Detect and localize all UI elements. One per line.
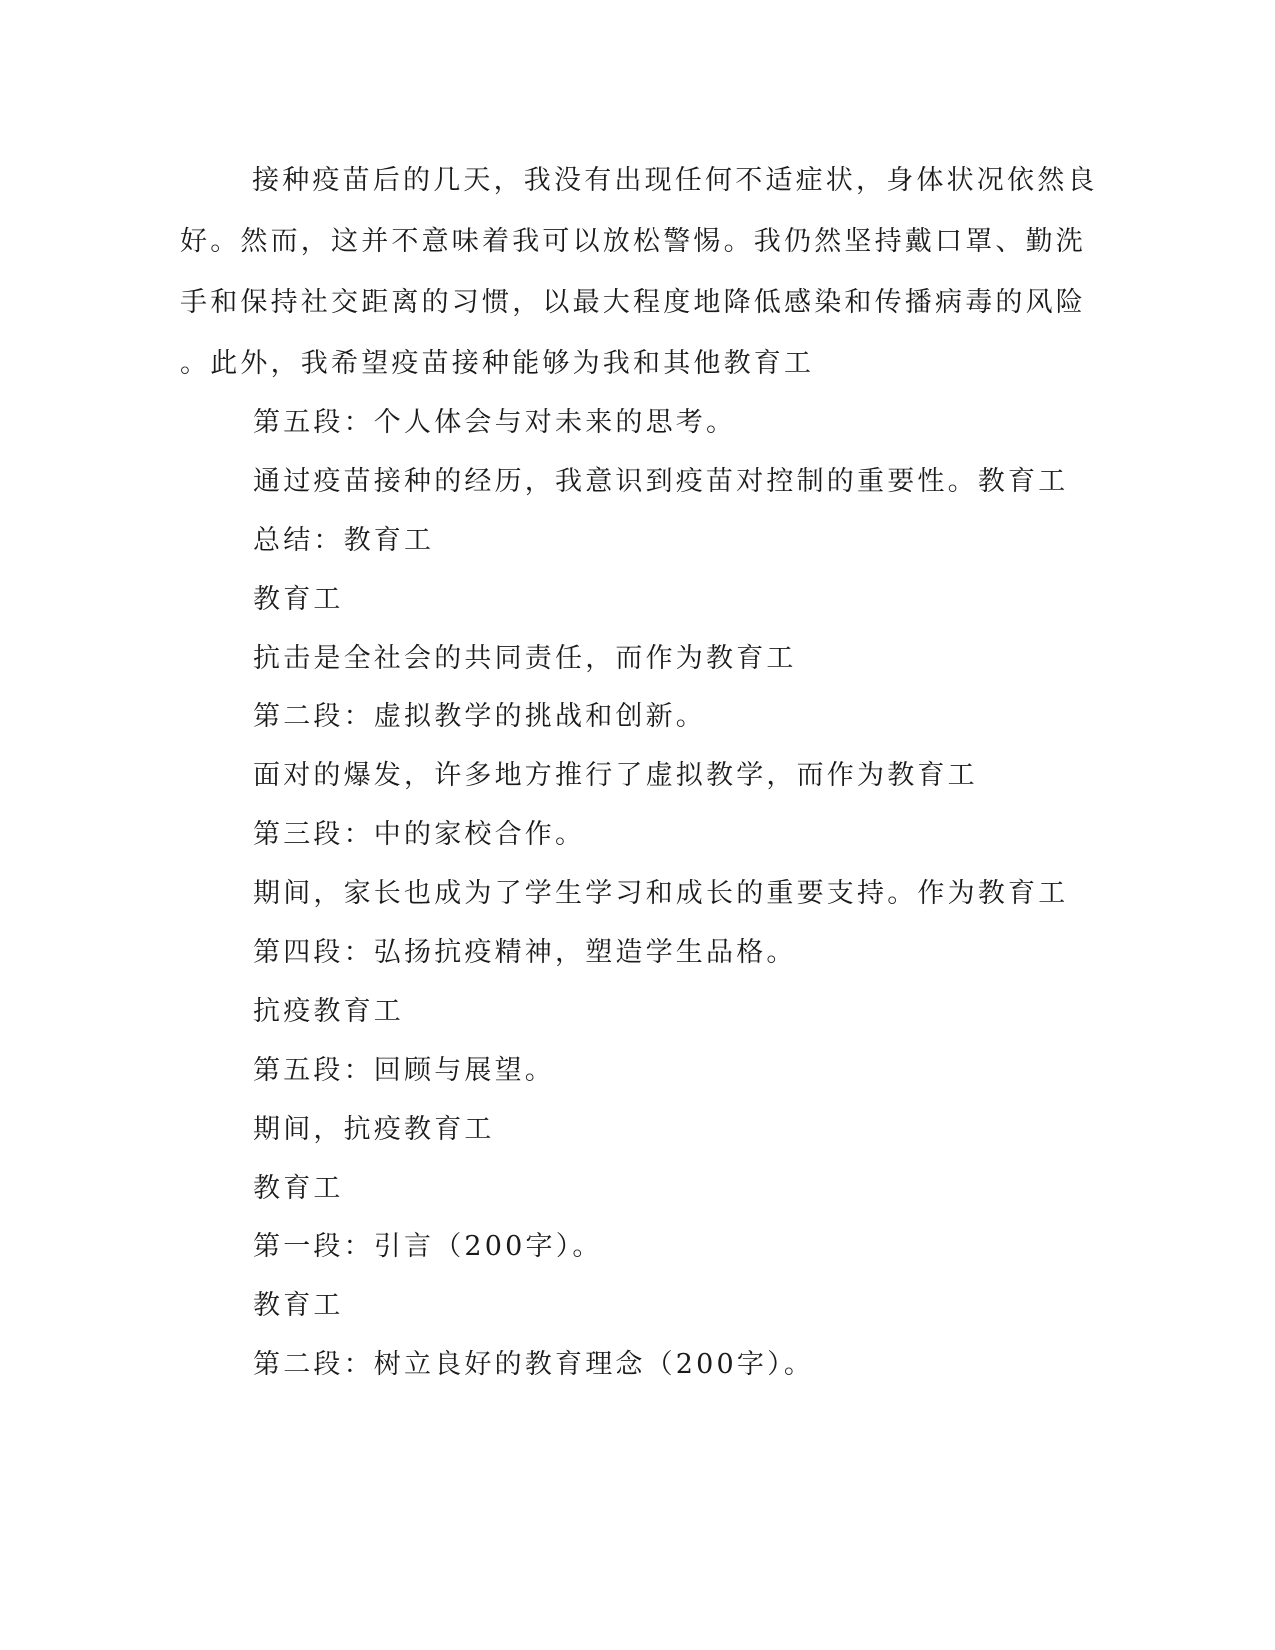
section-heading: 第五段：个人体会与对未来的思考。 bbox=[253, 407, 737, 438]
text-line: 教育工 bbox=[253, 1290, 344, 1322]
paragraph-line: 接种疫苗后的几天，我没有出现任何不适症状，身体状况依然良 bbox=[252, 165, 1098, 196]
document-lines bbox=[253, 400, 1073, 1401]
paragraph-line: 。此外，我希望疫苗接种能够为我和其他教育工 bbox=[180, 348, 815, 379]
text-line: 通过疫苗接种的经历，我意识到疫苗对控制的重要性。教育工 bbox=[253, 465, 1069, 497]
section-heading: 第三段：中的家校合作。 bbox=[253, 819, 586, 851]
text-line: 教育工 bbox=[253, 583, 344, 615]
text-line: 教育工 bbox=[253, 1172, 344, 1204]
text-line: 面对的爆发，许多地方推行了虚拟教学，而作为教育工 bbox=[253, 760, 978, 792]
section-heading: 第二段：虚拟教学的挑战和创新。 bbox=[253, 701, 706, 733]
paragraph-line: 好。然而，这并不意味着我可以放松警惕。我仍然坚持戴口罩、勤洗 bbox=[180, 226, 1086, 257]
text-line: 期间，抗疫教育工 bbox=[253, 1113, 495, 1145]
text-line: 总结：教育工 bbox=[253, 524, 435, 556]
text-line: 抗疫教育工 bbox=[253, 995, 404, 1027]
opening-paragraph bbox=[180, 158, 1098, 402]
text-line: 抗击是全社会的共同责任，而作为教育工 bbox=[253, 642, 797, 674]
section-heading: 第一段：引言（200字）。 bbox=[253, 1231, 603, 1263]
section-heading: 第二段：树立良好的教育理念（200字）。 bbox=[253, 1349, 815, 1381]
section-heading: 第五段：回顾与展望。 bbox=[253, 1054, 555, 1086]
paragraph-line: 手和保持社交距离的习惯，以最大程度地降低感染和传播病毒的风险 bbox=[180, 287, 1086, 318]
text-line: 期间，家长也成为了学生学习和成长的重要支持。作为教育工 bbox=[253, 878, 1069, 910]
section-heading: 第四段：弘扬抗疫精神，塑造学生品格。 bbox=[253, 937, 797, 969]
